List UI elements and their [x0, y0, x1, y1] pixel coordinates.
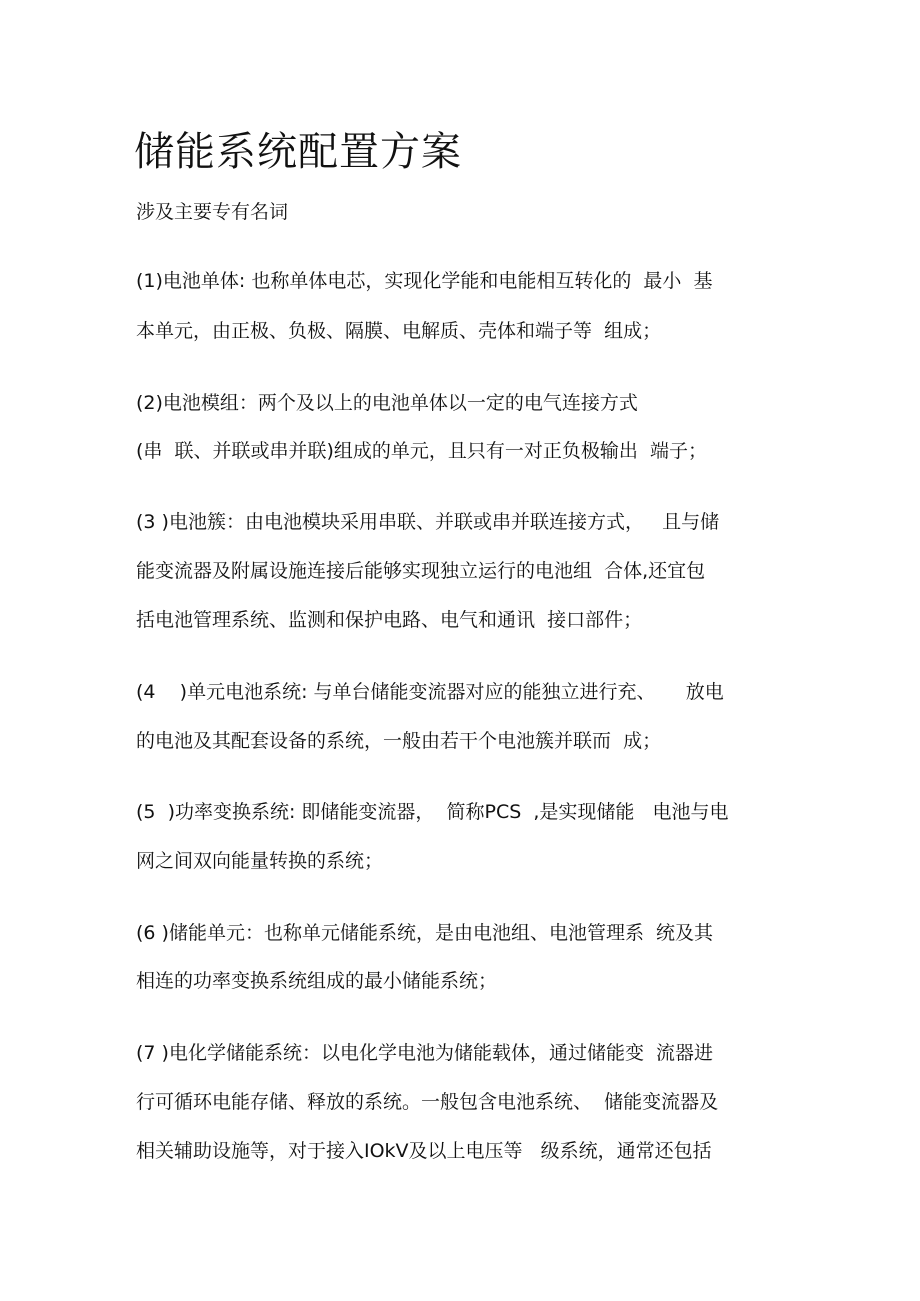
paragraph-2-line-1: (2)电池模组：两个及以上的电池单体以一定的电气连接方式 [136, 392, 638, 414]
page-subtitle: 涉及主要专有名词 [136, 201, 289, 223]
paragraph-1-line-2: 本单元，由正极、负极、隔膜、电解质、壳体和端子等 组成； [136, 320, 662, 342]
paragraph-3-line-3: 括电池管理系统、监测和保护电路、电气和通讯 接口部件； [136, 609, 643, 631]
paragraph-6-line-2: 相连的功率变换系统组成的最小储能系统； [136, 970, 498, 992]
paragraph-4-line-1: (4 )单元电池系统: 与单台储能变流器对应的能独立进行充、 放电 [136, 681, 724, 703]
paragraph-7-line-2: 行可循环电能存储、释放的系统。一般包含电池系统、 储能变流器及 [136, 1091, 719, 1113]
paragraph-3-line-1: (3 )电池簇：由电池模块采用串联、并联或串并联连接方式， 且与储 [136, 511, 720, 533]
paragraph-5-line-2: 网之间双向能量转换的系统； [136, 850, 384, 872]
paragraph-3-line-2: 能变流器及附属设施连接后能够实现独立运行的电池组 合体,还宜包 [136, 560, 706, 582]
paragraph-6-line-1: (6 )储能单元：也称单元储能系统，是由电池组、电池管理系 统及其 [136, 922, 714, 944]
paragraph-7-line-3: 相关辅助设施等，对于接入IOkV及以上电压等 级系统，通常还包括 [136, 1140, 712, 1162]
paragraph-1-line-1: (1)电池单体: 也称单体电芯，实现化学能和电能相互转化的 最小 基 [136, 270, 713, 292]
page-title: 储能系统配置方案 [134, 129, 462, 175]
paragraph-2-line-2: (串 联、并联或串并联)组成的单元，且只有一对正负极输出 端子； [136, 440, 707, 462]
paragraph-5-line-1: (5 )功率变换系统: 即储能变流器， 简称PCS ,是实现储能 电池与电 [136, 801, 729, 823]
paragraph-7-line-1: (7 )电化学储能系统：以电化学电池为储能载体，通过储能变 流器进 [136, 1042, 714, 1064]
paragraph-4-line-2: 的电池及其配套设备的系统，一般由若干个电池簇并联而 成； [136, 730, 662, 752]
